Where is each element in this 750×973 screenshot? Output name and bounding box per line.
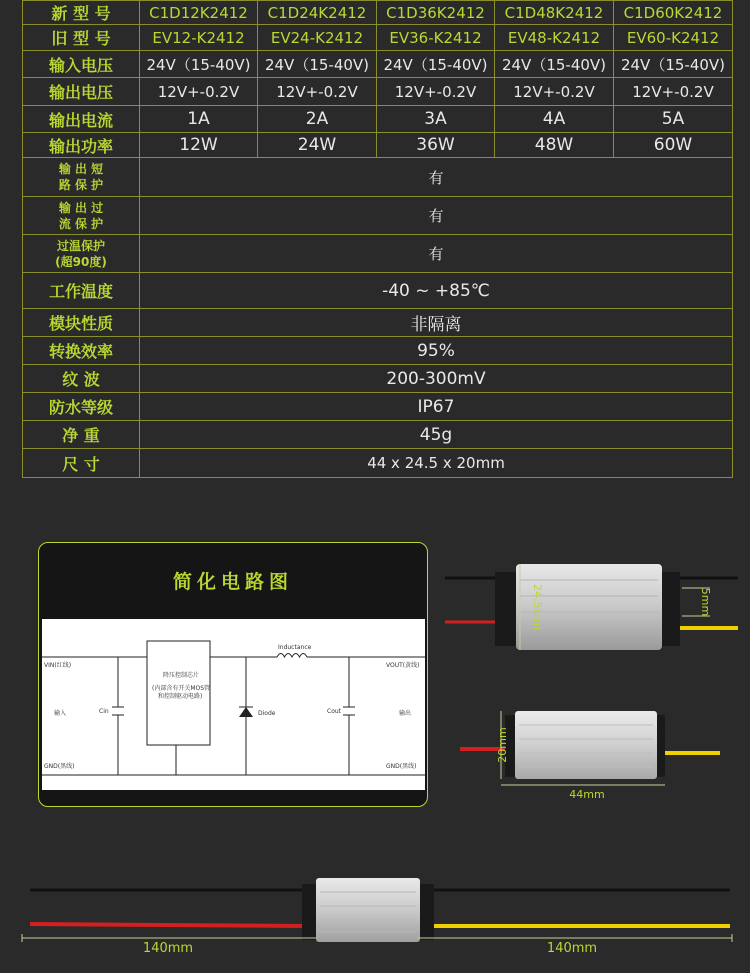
cell: 4A	[495, 106, 614, 133]
table-row	[23, 337, 733, 365]
inductance-label: Inductance	[278, 644, 312, 651]
cell: 24W	[258, 133, 377, 158]
row-label	[23, 158, 140, 197]
cell: 24V（15-40V)	[140, 51, 258, 78]
table-row	[23, 25, 733, 51]
row-label	[23, 197, 140, 235]
table-row	[23, 51, 733, 78]
cell: 24V（15-40V)	[614, 51, 733, 78]
gnd-right-label: GND(黑线)	[386, 763, 417, 770]
cell: C1D60K2412	[614, 1, 733, 25]
circuit-card	[38, 542, 428, 807]
chip-label: 降压控制芯片	[163, 672, 200, 679]
row-label: 防水等级	[23, 393, 140, 421]
row-label-line: 输 出 短	[58, 162, 104, 176]
cell: 12W	[140, 133, 258, 158]
row-label: 尺 寸	[23, 449, 140, 478]
row-label: 旧 型 号	[23, 25, 140, 51]
input-label: 输入	[54, 710, 67, 717]
vout-label: VOUT(黄线)	[386, 662, 420, 669]
table-row	[23, 449, 733, 478]
cell: EV48-K2412	[495, 25, 614, 51]
cell: 24V（15-40V)	[258, 51, 377, 78]
row-label-line: (超90度)	[55, 254, 107, 269]
row-label: 转换效率	[23, 337, 140, 365]
merged-cell: 有	[140, 158, 733, 197]
spec-table	[22, 0, 733, 478]
cin-label: Cin	[99, 708, 109, 715]
merged-cell: 非隔离	[140, 309, 733, 337]
circuit-title: 简化电路图	[172, 571, 293, 593]
row-label: 纹 波	[23, 365, 140, 393]
merged-cell: 95%	[140, 337, 733, 365]
cell: EV12-K2412	[140, 25, 258, 51]
cout-label: Cout	[327, 708, 342, 715]
cell: 3A	[377, 106, 495, 133]
cell: 36W	[377, 133, 495, 158]
lead-left-dim-label: 140mm	[142, 941, 194, 956]
table-row	[23, 133, 733, 158]
table-row	[23, 393, 733, 421]
lead-right-dim-label: 140mm	[546, 941, 598, 956]
diode-label: Diode	[258, 710, 276, 717]
length-dim-label: 44mm	[569, 788, 605, 801]
chip-note-1: (内部含有开关MOS管	[152, 685, 211, 692]
diode-icon	[239, 707, 253, 717]
cell: 12V+-0.2V	[258, 78, 377, 106]
thickness-dim-label: 20mm	[496, 727, 509, 763]
row-label: 输出电流	[23, 106, 140, 133]
cell: EV36-K2412	[377, 25, 495, 51]
row-label-line: 输 出 过	[58, 200, 104, 215]
cell: C1D24K2412	[258, 1, 377, 25]
merged-cell: 有	[140, 197, 733, 235]
cell: 2A	[258, 106, 377, 133]
cell: 60W	[614, 133, 733, 158]
table-row	[23, 309, 733, 337]
merged-cell: IP67	[140, 393, 733, 421]
row-label: 输出电压	[23, 78, 140, 106]
cell: 24V（15-40V)	[377, 51, 495, 78]
merged-cell: 200-300mV	[140, 365, 733, 393]
merged-cell: 45g	[140, 421, 733, 449]
end-cap-icon	[418, 884, 434, 940]
merged-cell: -40 ~ +85℃	[140, 273, 733, 309]
gnd-left-label: GND(黑线)	[44, 763, 75, 770]
height-dim-label: 24.5mm	[531, 584, 544, 630]
vin-label: VIN(红线)	[44, 662, 72, 669]
table-row	[23, 197, 733, 235]
table-row	[23, 78, 733, 106]
circuit-schematic	[42, 619, 425, 790]
row-label-line: 路 保 护	[58, 178, 104, 192]
cell: 12V+-0.2V	[614, 78, 733, 106]
row-label: 新 型 号	[23, 1, 140, 25]
row-label: 工作温度	[23, 273, 140, 309]
cell: 12V+-0.2V	[140, 78, 258, 106]
cell: EV24-K2412	[258, 25, 377, 51]
row-label: 输入电压	[23, 51, 140, 78]
cell: C1D12K2412	[140, 1, 258, 25]
module-full-length-view	[0, 870, 750, 973]
row-label	[23, 235, 140, 273]
row-label-line: 过温保护	[56, 238, 105, 253]
cell: 12V+-0.2V	[377, 78, 495, 106]
cell: 24V（15-40V)	[495, 51, 614, 78]
table-row	[23, 235, 733, 273]
table-row	[23, 273, 733, 309]
cell: 1A	[140, 106, 258, 133]
circuit-diagram	[42, 619, 425, 790]
module-side-view	[440, 550, 740, 660]
aluminum-body-icon	[515, 711, 657, 779]
table-row	[23, 365, 733, 393]
cell: 48W	[495, 133, 614, 158]
table-row	[23, 158, 733, 197]
row-label: 输出功率	[23, 133, 140, 158]
row-label: 净 重	[23, 421, 140, 449]
chip-note-2: 和控制驱动电路)	[158, 693, 203, 700]
flange-dim-label: 5mm	[699, 587, 712, 617]
cell: EV60-K2412	[614, 25, 733, 51]
table-row	[23, 421, 733, 449]
row-label-line: 流 保 护	[58, 216, 104, 231]
end-cap-icon	[302, 884, 318, 940]
table-row	[23, 106, 733, 133]
merged-cell: 44 x 24.5 x 20mm	[140, 449, 733, 478]
end-cap-icon	[495, 572, 517, 646]
merged-cell: 有	[140, 235, 733, 273]
cell: 12V+-0.2V	[495, 78, 614, 106]
output-label: 输出	[399, 710, 412, 717]
module-top-view	[455, 705, 735, 805]
red-wire-icon	[30, 924, 305, 926]
row-label: 模块性质	[23, 309, 140, 337]
table-row	[23, 1, 733, 25]
cell: 5A	[614, 106, 733, 133]
cell: C1D36K2412	[377, 1, 495, 25]
cell: C1D48K2412	[495, 1, 614, 25]
